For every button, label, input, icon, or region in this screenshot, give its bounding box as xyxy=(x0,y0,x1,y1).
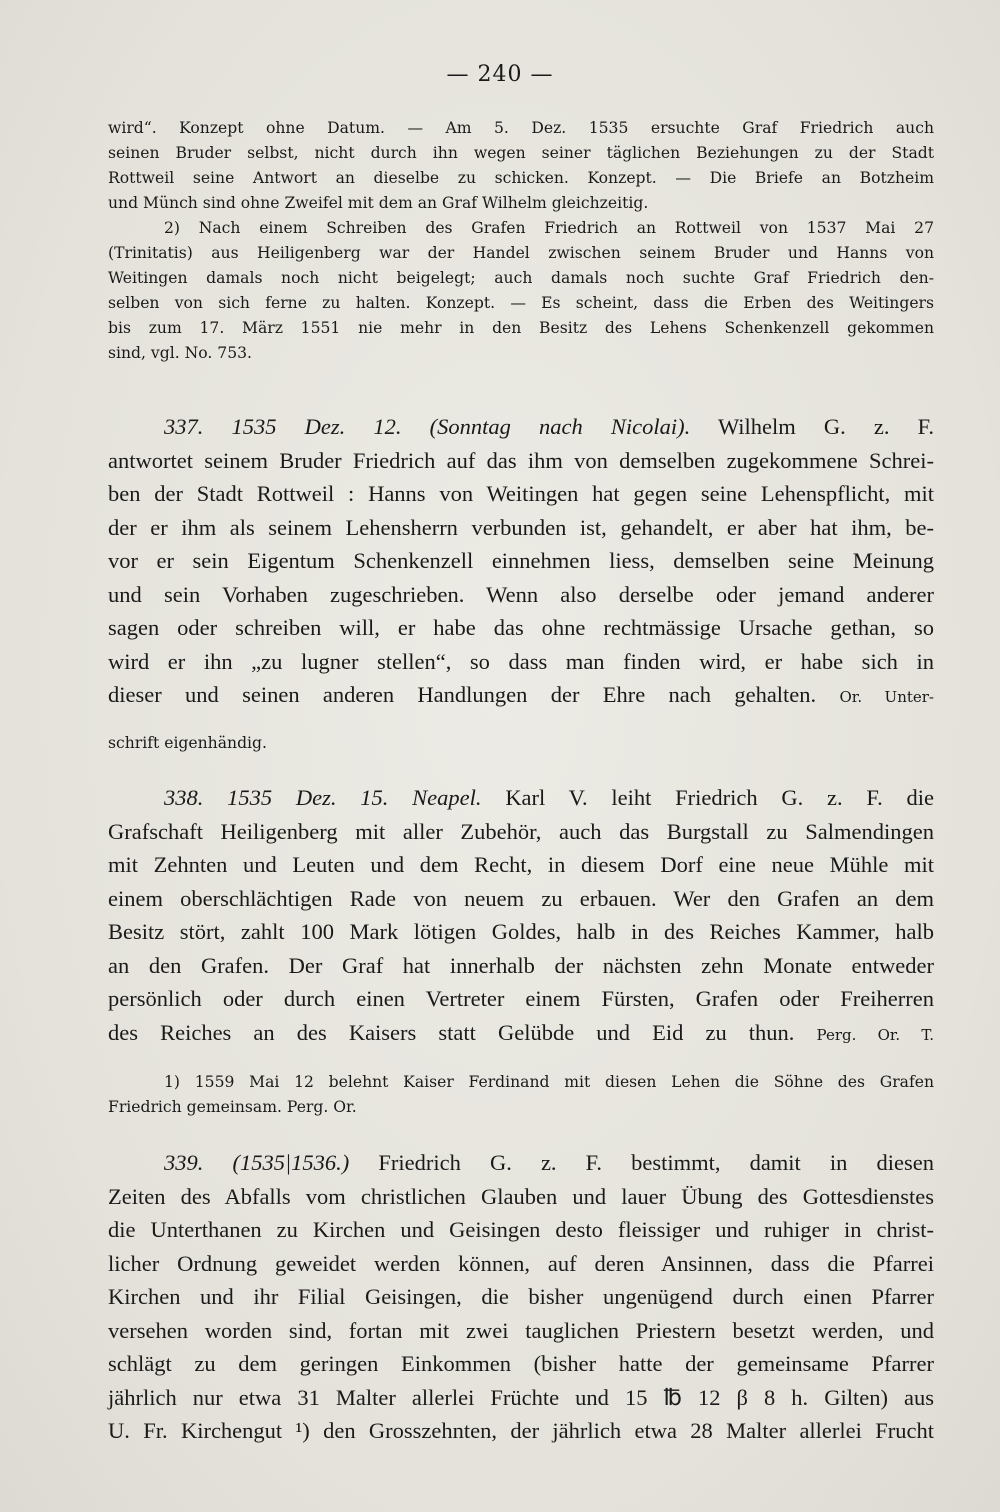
entry-line: mit Zehnten und Leuten und dem Recht, in diesem Dorf eine neue Mühle mit xyxy=(108,852,934,877)
source-note: schrift eigenhändig. xyxy=(108,734,267,752)
source-note: Or. Unter- xyxy=(839,688,934,706)
footnote-line: Friedrich gemeinsam. Perg. Or. xyxy=(108,1098,357,1116)
entry-line: versehen worden sind, fortan mit zwei tauglichen Priestern besetzt werden, und xyxy=(108,1317,934,1343)
entry-line: ben der Stadt Rottweil : Hanns von Weitingen hat gegen seine Lehenspflicht, mit xyxy=(108,481,934,506)
entry-line: schlägt zu dem geringen Einkommen (bisher hatte der gemeinsame Pfarrer xyxy=(108,1351,934,1376)
note-line: und Münch sind ohne Zweifel mit dem an Graf Wilhelm gleichzeitig. xyxy=(108,194,649,212)
entry-heading-line xyxy=(108,410,934,444)
entry-line: Besitz stört, zahlt 100 Mark lötigen Goldes, halb in des Reiches Kammer, halb xyxy=(108,919,934,944)
entry-337-source xyxy=(108,731,934,756)
entry-line: an den Grafen. Der Graf hat innerhalb der nächsten zehn Monate entweder xyxy=(108,952,934,978)
note-line: bis zum 17. März 1551 nie mehr in den Besitz des Lehens Schenkenzell gekommen xyxy=(108,319,934,337)
entry-heading-rest: Wilhelm G. z. F. xyxy=(717,414,935,439)
entry-line: U. Fr. Kirchengut ¹) den Grosszehnten, der jährlich etwa 28 Malter allerlei Frucht xyxy=(108,1418,934,1443)
entry-line: Grafschaft Heiligenberg mit aller Zubehör, auch das Burgstall zu Salmendingen xyxy=(108,818,934,844)
entry-line: Kirchen und ihr Filial Geisingen, die bisher ungenügend durch einen Pfarrer xyxy=(108,1284,934,1309)
entry-339 xyxy=(108,1146,934,1448)
entry-337 xyxy=(108,410,934,715)
entry-heading-line xyxy=(108,1146,934,1180)
entry-line: jährlich nur etwa 31 Malter allerlei Früchte und 15 ℔ 12 β 8 h. Gilten) aus xyxy=(108,1384,934,1410)
entry-text: des Reiches an des Kaisers statt Gelübde und Eid zu thun. xyxy=(108,1019,795,1045)
entry-heading-line xyxy=(108,781,934,815)
source-note: Perg. Or. T. xyxy=(816,1025,934,1044)
entry-heading: 339. (1535|1536.) xyxy=(164,1150,350,1175)
note-line: wird“. Konzept ohne Datum. — Am 5. Dez. 1535 ersuchte Graf Friedrich auch xyxy=(108,119,934,137)
entry-338-footnote xyxy=(108,1070,934,1120)
entry-heading: 338. 1535 Dez. 15. Neapel. xyxy=(164,785,482,810)
entry-line: licher Ordnung geweidet werden können, auf deren Ansinnen, dass die Pfarrei xyxy=(108,1250,934,1276)
footnote-line: 1) 1559 Mai 12 belehnt Kaiser Ferdinand mit diesen Lehen die Söhne des Grafen xyxy=(164,1073,934,1091)
note-line: selben von sich ferne zu halten. Konzept. — Es scheint, dass die Erben des Weitingers xyxy=(108,294,934,312)
entry-line: und sein Vorhaben zugeschrieben. Wenn also derselbe oder jemand anderer xyxy=(108,581,934,607)
note-line: Rottweil seine Antwort an dieselbe zu schicken. Konzept. — Die Briefe an Botzheim xyxy=(108,169,934,187)
note-line: 2) Nach einem Schreiben des Grafen Friedrich an Rottweil von 1537 Mai 27 xyxy=(164,219,934,237)
entry-heading-rest: Friedrich G. z. F. bestimmt, damit in diesen xyxy=(378,1150,934,1175)
entry-line: wird er ihn „zu lugner stellen“, so dass man finden wird, er habe sich in xyxy=(108,648,934,674)
entry-line: Zeiten des Abfalls vom christlichen Glauben und lauer Übung des Gottesdienstes xyxy=(108,1183,934,1209)
entry-heading: 337. 1535 Dez. 12. (Sonntag nach Nicolai). xyxy=(164,414,691,439)
top-notes xyxy=(108,116,934,366)
entry-line: einem oberschlächtigen Rade von neuem zu erbauen. Wer den Grafen an dem xyxy=(108,885,934,911)
entry-line: persönlich oder durch einen Vertreter einem Fürsten, Grafen oder Freiherren xyxy=(108,986,934,1011)
entry-338 xyxy=(108,781,934,1052)
entry-line: antwortet seinem Bruder Friedrich auf das ihm von demselben zugekommene Schrei- xyxy=(108,447,934,473)
note-line: sind, vgl. No. 753. xyxy=(108,344,253,362)
entry-line: die Unterthanen zu Kirchen und Geisingen desto fleissiger und ruhiger in christ- xyxy=(108,1217,934,1242)
entry-line: vor er sein Eigentum Schenkenzell einnehmen liess, demselben seine Meinung xyxy=(108,548,934,573)
entry-line: sagen oder schreiben will, er habe das ohne rechtmässige Ursache gethan, so xyxy=(108,615,934,640)
entry-line xyxy=(108,678,934,715)
note-line: seinen Bruder selbst, nicht durch ihn wegen seiner täglichen Beziehungen zu der Stadt xyxy=(108,144,934,162)
entry-line: der er ihm als seinem Lehensherrn verbunden ist, gehandelt, er aber hat ihm, be- xyxy=(108,514,934,540)
entry-heading-rest: Karl V. leiht Friedrich G. z. F. die xyxy=(505,785,934,810)
page-number: — 240 — xyxy=(446,62,554,87)
entry-text: dieser und seinen anderen Handlungen der Ehre nach gehalten. xyxy=(108,682,817,707)
entry-line xyxy=(108,1016,934,1053)
note-line: Weitingen damals noch nicht beigelegt; auch damals noch suchte Graf Friedrich den- xyxy=(108,269,934,287)
note-line: (Trinitatis) aus Heiligenberg war der Handel zwischen seinem Bruder und Hanns von xyxy=(108,244,934,262)
